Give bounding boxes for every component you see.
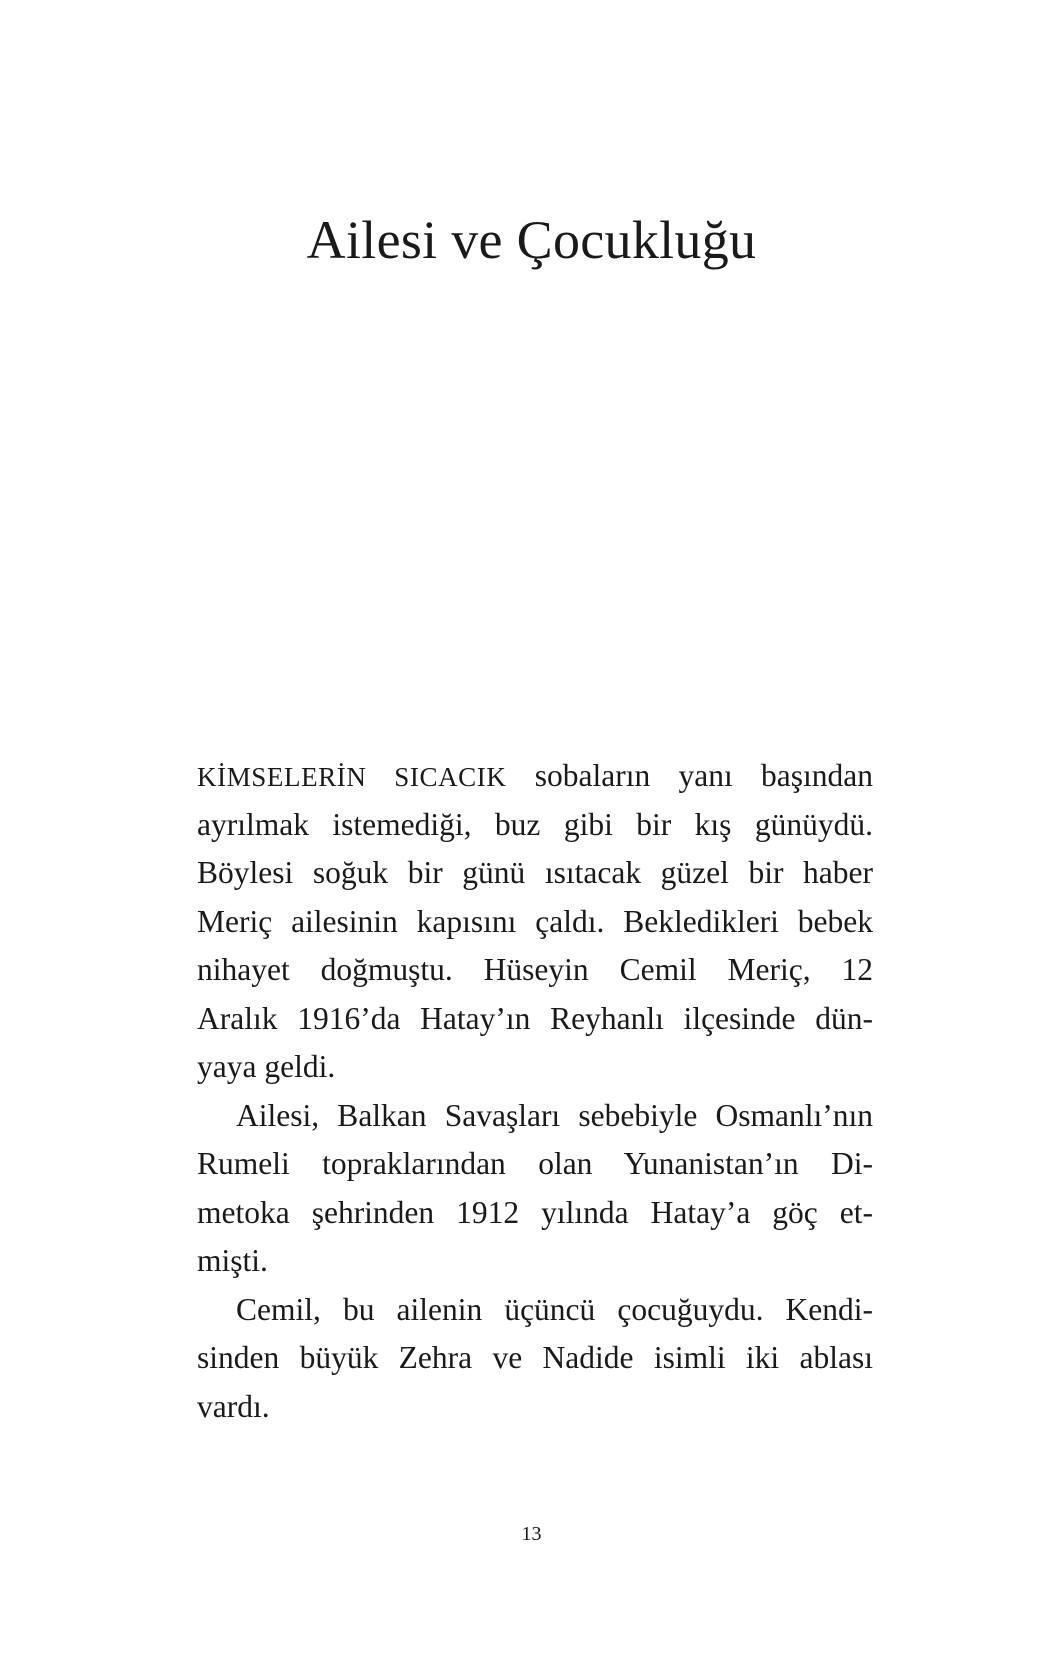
page-number: 13 — [521, 1523, 542, 1545]
text-line: Meriç ailesinin kapısını çaldı. Bekledikleri bebek — [197, 903, 873, 939]
text-line: vardı. — [197, 1388, 270, 1424]
small-caps-lead: KİMSELERİN SICACIK — [197, 762, 507, 792]
chapter-title: Ailesi ve Çocukluğu — [306, 210, 757, 270]
text-line: yaya geldi. — [197, 1049, 336, 1084]
text-line: ayrılmak istemediği, buz gibi bir kış günüydü. — [197, 806, 873, 842]
text-line: Ailesi, Balkan Savaşları sebebiyle Osmanlı’nın — [236, 1097, 873, 1133]
text-line: nihayet doğmuştu. Hüseyin Cemil Meriç, 12 — [197, 952, 873, 987]
text-line: mişti. — [197, 1243, 268, 1278]
text-line: Rumeli topraklarından olan Yunanistan’ın Di- — [197, 1146, 873, 1181]
text-line: Aralık 1916’da Hatay’ın Reyhanlı ilçesinde dün- — [197, 1000, 873, 1036]
text-line: Böylesi soğuk bir günü ısıtacak güzel bir haber — [197, 855, 873, 890]
text-line — [197, 752, 873, 801]
text-line: metoka şehrinden 1912 yılında Hatay’a göç et- — [197, 1194, 873, 1230]
text-line: Cemil, bu ailenin üçüncü çocuğuydu. Kendi- — [236, 1291, 873, 1327]
body-text — [197, 752, 873, 1431]
text-line: sinden büyük Zehra ve Nadide isimli iki ablası — [197, 1340, 873, 1375]
line-text: sobaların yanı başından — [506, 758, 873, 793]
